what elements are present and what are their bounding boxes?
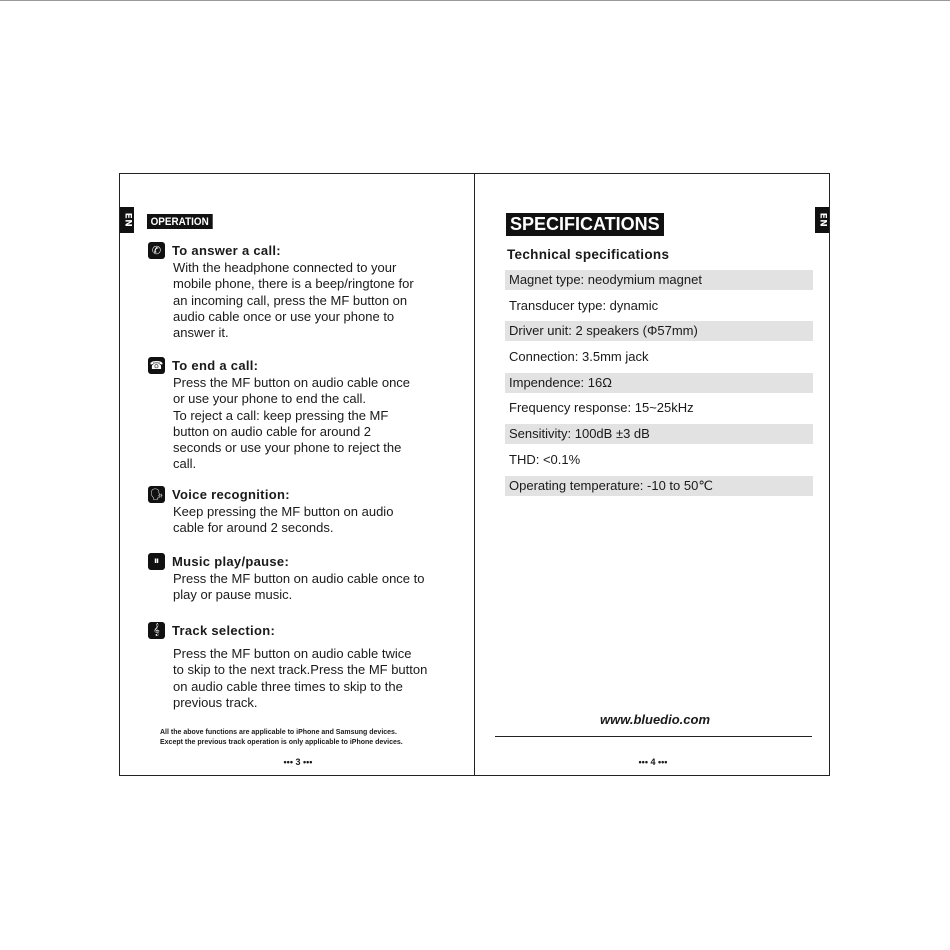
language-tab-left: EN	[120, 207, 134, 233]
section-title: Music play/pause:	[172, 553, 290, 569]
manual-spread	[119, 173, 830, 776]
end-call-section	[148, 355, 458, 473]
section-title: To end a call:	[172, 357, 259, 373]
section-body: Press the MF button on audio cable once to play or pause music.	[173, 571, 425, 603]
voice-recognition-icon: 🗣	[148, 486, 165, 503]
page-number-left: ••• 3 •••	[283, 757, 313, 767]
spec-row: Driver unit: 2 speakers (Φ57mm)	[505, 321, 813, 341]
spec-row: Connection: 3.5mm jack	[509, 349, 649, 365]
section-title: Track selection:	[172, 622, 276, 638]
play-pause-section	[148, 551, 458, 604]
voice-recognition-section	[148, 484, 458, 537]
spec-row: THD: <0.1%	[509, 451, 581, 467]
section-body: Press the MF button on audio cable once or use your phone to end the call. To reject a call: keep pressing the MF button on audio cable for around 2 seconds or use your phone to reject the call.	[173, 375, 411, 472]
phone-end-icon: ☎	[148, 357, 165, 374]
music-note-icon: 𝄞	[148, 622, 165, 639]
spec-row: Sensitivity: 100dB ±3 dB	[505, 424, 813, 444]
top-border-line	[0, 0, 950, 1]
play-pause-icon: ⏸	[148, 553, 165, 570]
section-title: Voice recognition:	[172, 486, 290, 502]
website-link[interactable]: www.bluedio.com	[599, 712, 711, 727]
spec-row: Transducer type: dynamic	[509, 297, 659, 313]
page-number-right: ••• 4 •••	[638, 757, 668, 767]
language-tab-right: EN	[815, 207, 829, 233]
spec-list	[505, 270, 813, 501]
specifications-heading: SPECIFICATIONS	[506, 213, 664, 236]
spec-row: Magnet type: neodymium magnet	[505, 270, 813, 290]
spec-row: Frequency response: 15~25kHz	[509, 400, 694, 416]
track-selection-section	[148, 620, 458, 711]
footnote: All the above functions are applicable to iPhone and Samsung devices. Except the previous track operation is only applicable to iPhone devices.	[160, 729, 403, 746]
website-underline-rule	[495, 736, 812, 737]
technical-specifications-subtitle: Technical specifications	[507, 247, 670, 262]
spec-row: Operating temperature: -10 to 50℃	[505, 476, 813, 496]
section-body: Keep pressing the MF button on audio cable for around 2 seconds.	[173, 504, 394, 536]
operation-heading: OPERATION	[147, 214, 212, 229]
section-body: Press the MF button on audio cable twice to skip to the next track.Press the MF button on audio cable three times to skip to the previous track.	[173, 646, 428, 710]
section-title: To answer a call:	[172, 242, 281, 258]
section-body: With the headphone connected to your mobile phone, there is a beep/ringtone for an incoming call, press the MF button on audio cable once or use your phone to answer it.	[173, 260, 414, 341]
answer-call-section	[148, 240, 458, 341]
phone-answer-icon: ✆	[148, 242, 165, 259]
page-divider	[474, 174, 475, 775]
spec-row: Impendence: 16Ω	[505, 373, 813, 393]
